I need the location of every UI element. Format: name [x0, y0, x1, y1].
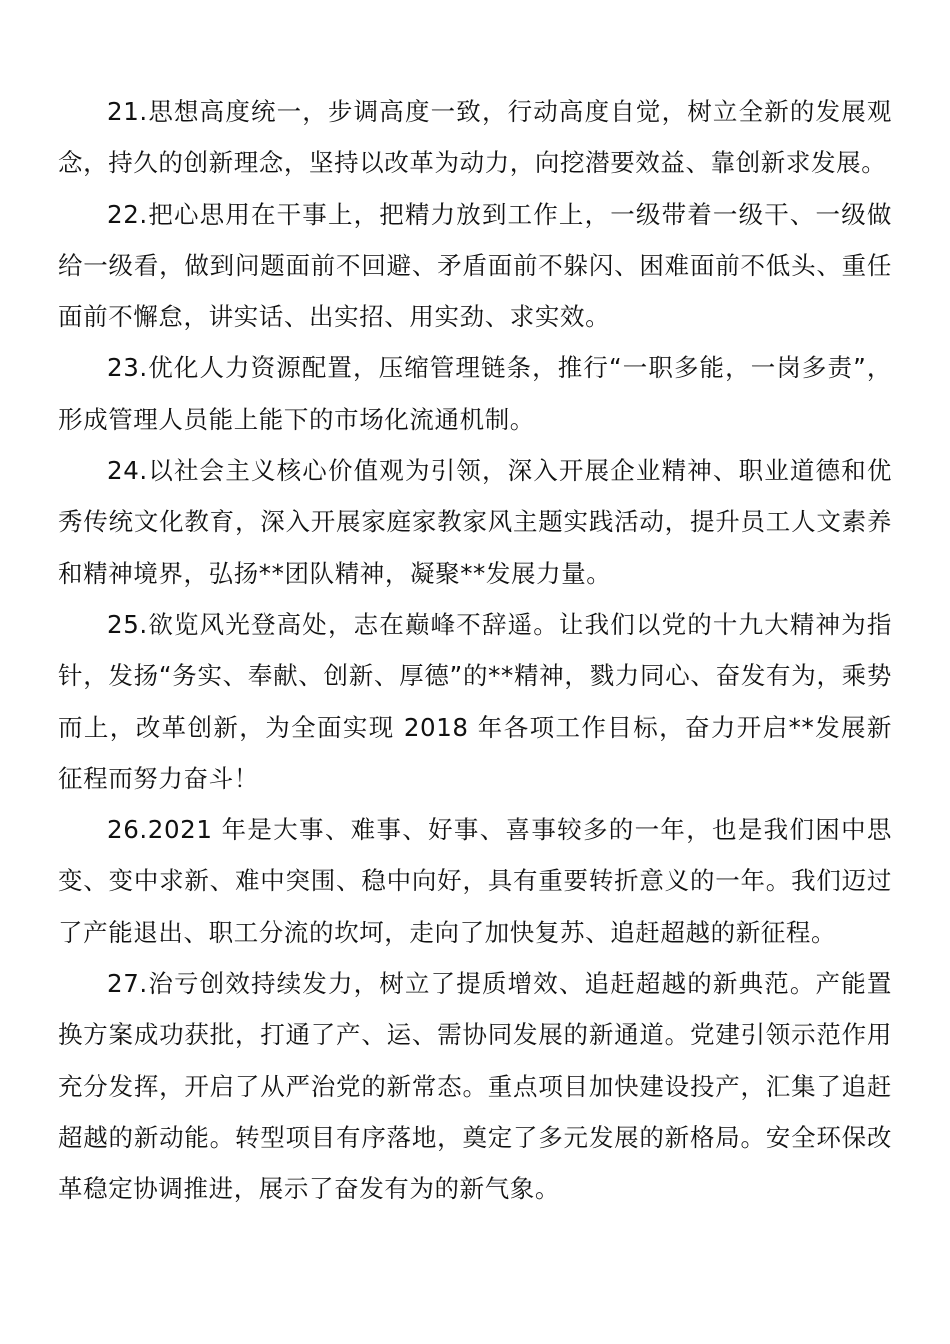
- document-body: [58, 86, 892, 1215]
- paragraph-22: 22.把心思用在干事上，把精力放到工作上，一级带着一级干、一级做给一级看，做到问题面前不回避、矛盾面前不躲闪、困难面前不低头、重任面前不懈怠，讲实话、出实招、用实劲、求实效。: [58, 199, 892, 332]
- paragraph-25: 25.欲览风光登高处，志在巅峰不辞遥。让我们以党的十九大精神为指针，发扬“务实、奉献、创新、厚德”的**精神，戮力同心、奋发有为，乘势而上，改革创新，为全面实现 2018 年各项工作目标，奋力开启**发展新征程而努力奋斗！: [58, 609, 892, 793]
- paragraph-24: 24.以社会主义核心价值观为引领，深入开展企业精神、职业道德和优秀传统文化教育，深入开展家庭家教家风主题实践活动，提升员工人文素养和精神境界，弘扬**团队精神，凝聚**发展力量。: [58, 456, 892, 588]
- paragraph-26: 26.2021 年是大事、难事、好事、喜事较多的一年，也是我们困中思变、变中求新、难中突围、稳中向好，具有重要转折意义的一年。我们迈过了产能退出、职工分流的坎坷，走向了加快复苏、追赶超越的新征程。: [58, 815, 892, 947]
- paragraph-21: 21.思想高度统一，步调高度一致，行动高度自觉，树立全新的发展观念，持久的创新理念，坚持以改革为动力，向挖潜要效益、靠创新求发展。: [58, 97, 892, 178]
- paragraph-27: 27.治亏创效持续发力，树立了提质增效、追赶超越的新典范。产能置换方案成功获批，打通了产、运、需协同发展的新通道。党建引领示范作用充分发挥，开启了从严治党的新常态。重点项目加快建设投产，汇集了追赶超越的新动能。转型项目有序落地，奠定了多元发展的新格局。安全环保改革稳定协调推进，展示了奋发有为的新气象。: [58, 969, 892, 1204]
- paragraph-23: 23.优化人力资源配置，压缩管理链条，推行“一职多能，一岗多责”，形成管理人员能上能下的市场化流通机制。: [58, 353, 892, 434]
